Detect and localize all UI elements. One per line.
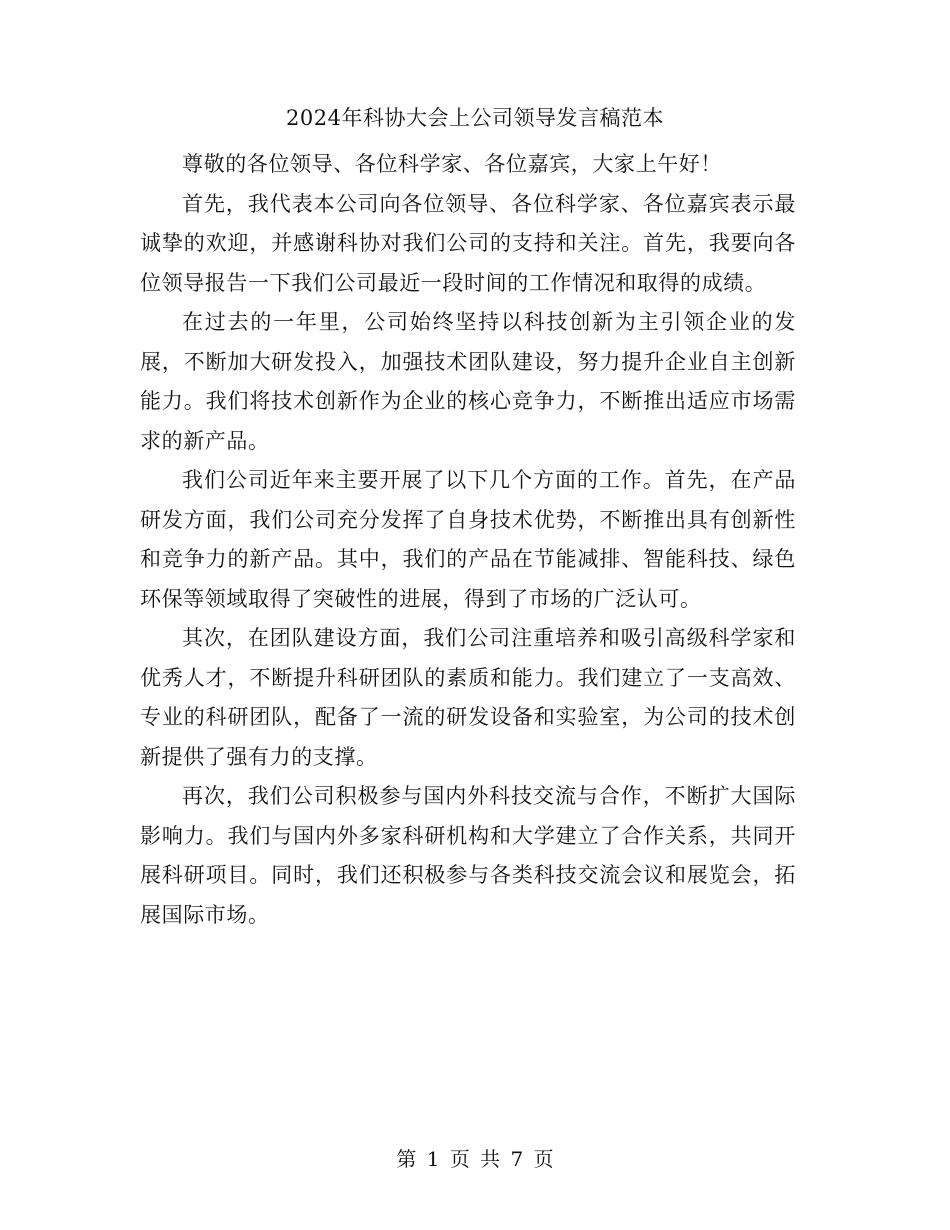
paragraph-international: 再次，我们公司积极参与国内外科技交流与合作，不断扩大国际影响力。我们与国内外多家科研机构和大学建立了合作关系，共同开展科研项目。同时，我们还积极参与各类科技交流会议和展览会，拓展国际市场。 [140, 784, 796, 927]
paragraph-team-building: 其次，在团队建设方面，我们公司注重培养和吸引高级科学家和优秀人才，不断提升科研团队的素质和能力。我们建立了一支高效、专业的科研团队，配备了一流的研发设备和实验室，为公司的技术创新提供了强有力的支撑。 [140, 626, 796, 769]
paragraph-past-year: 在过去的一年里，公司始终坚持以科技创新为主引领企业的发展，不断加大研发投入，加强技术团队建设，努力提升企业自主创新能力。我们将技术创新作为企业的核心竞争力，不断推出适应市场需求的新产品。 [140, 310, 796, 453]
page-number-footer: 第 1 页 共 7 页 [396, 1147, 554, 1171]
paragraph-greeting: 尊敬的各位领导、各位科学家、各位嘉宾，大家上午好！ [182, 152, 722, 176]
paragraph-product-rd: 我们公司近年来主要开展了以下几个方面的工作。首先，在产品研发方面，我们公司充分发挥了自身技术优势，不断推出具有创新性和竞争力的新产品。其中，我们的产品在节能减排、智能科技、绿色环保等领域取得了突破性的进展，得到了市场的广泛认可。 [140, 468, 796, 611]
document-body [140, 145, 796, 935]
document-title: 2024年科协大会上公司领导发言稿范本 [286, 106, 664, 130]
paragraph-welcome: 首先，我代表本公司向各位领导、各位科学家、各位嘉宾表示最诚挚的欢迎，并感谢科协对我们公司的支持和关注。首先，我要向各位领导报告一下我们公司最近一段时间的工作情况和取得的成绩。 [140, 191, 796, 295]
